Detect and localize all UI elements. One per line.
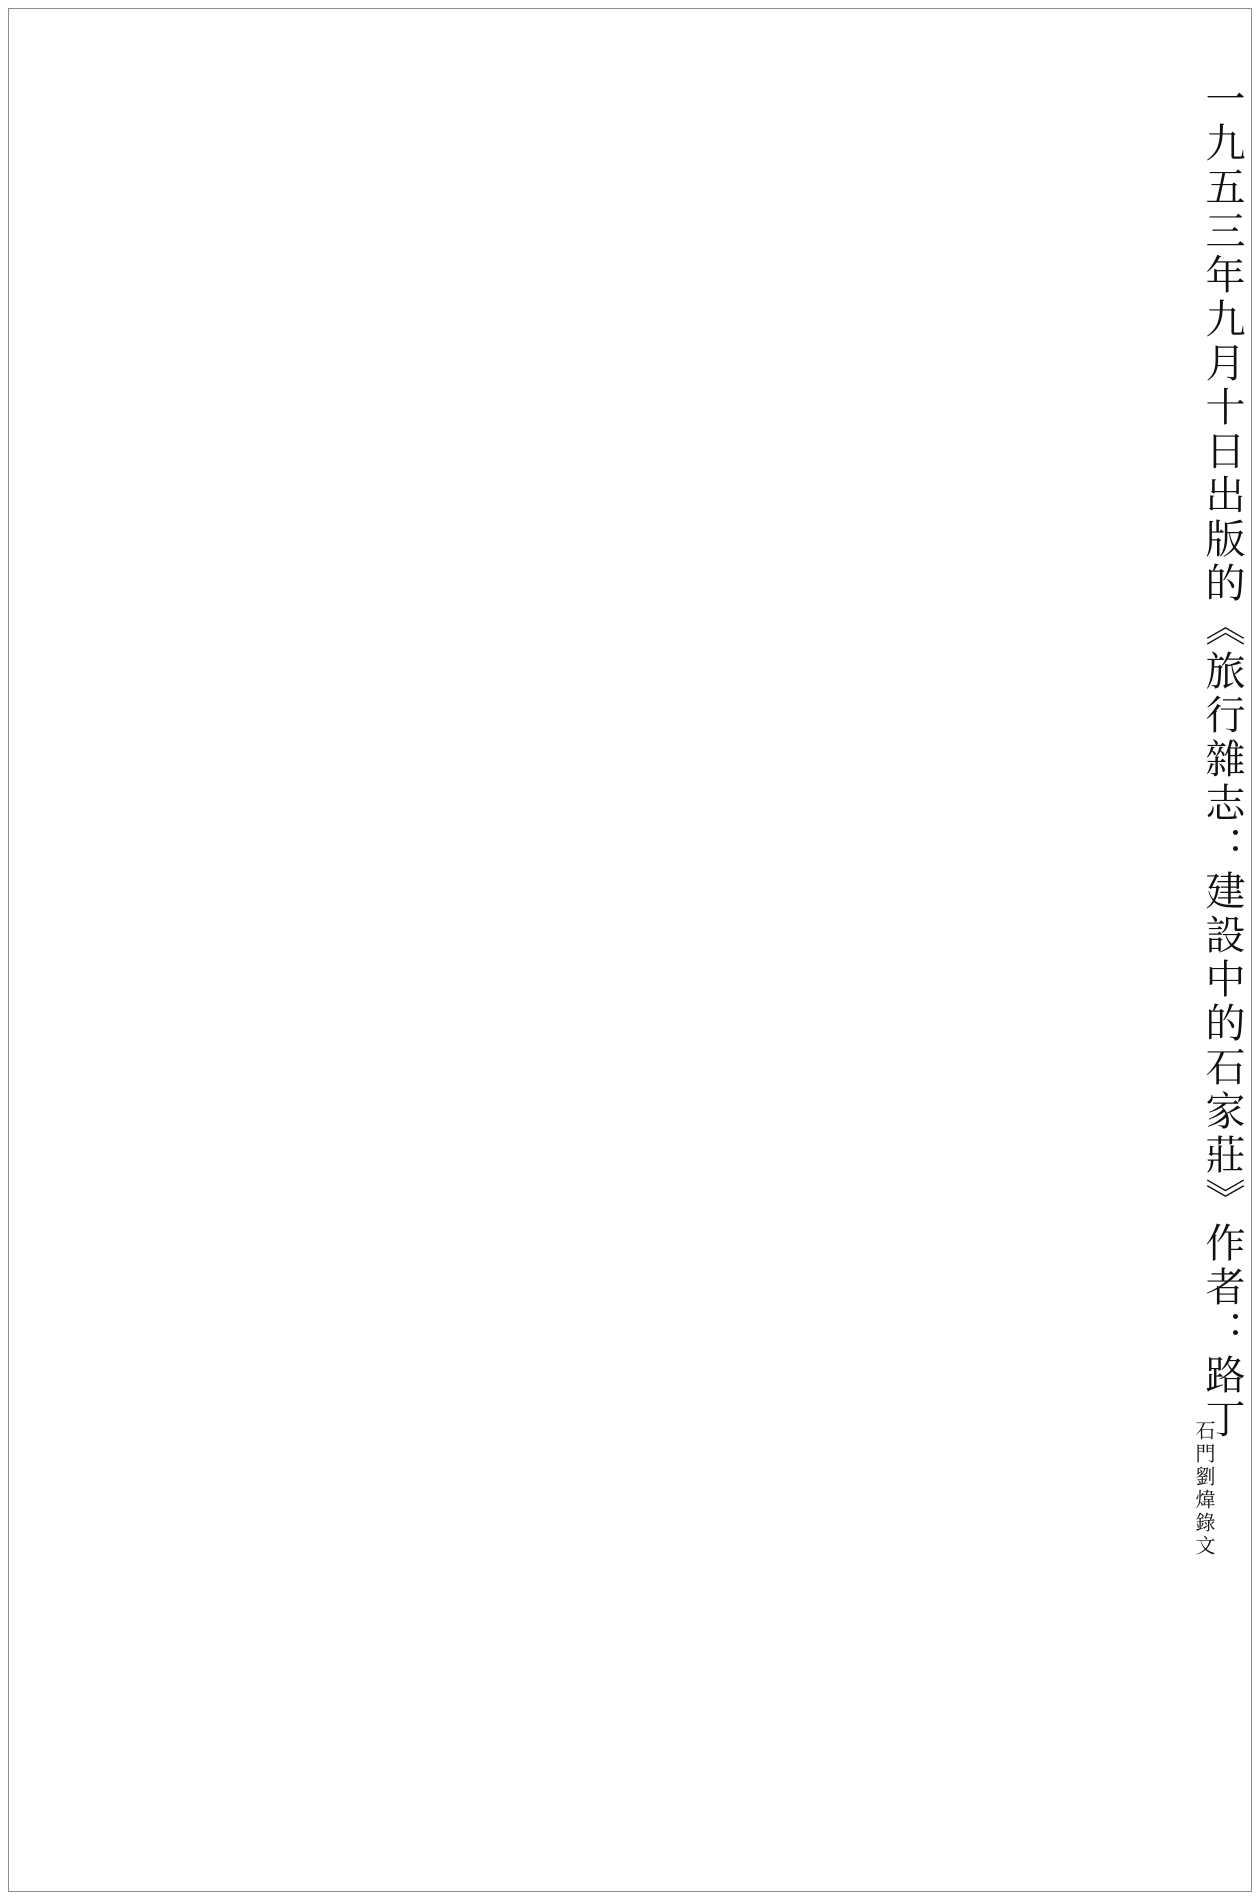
vertical-article-body	[18, 18, 1245, 1882]
transcriber-credit: 石門劉煒錄文	[1192, 1420, 1216, 1558]
body-column	[1201, 0, 1242, 52]
headline-column: 一九五三年九月十日出版的《旅行雜志：建設中的石家莊》作者：路丁	[1199, 78, 1245, 1442]
